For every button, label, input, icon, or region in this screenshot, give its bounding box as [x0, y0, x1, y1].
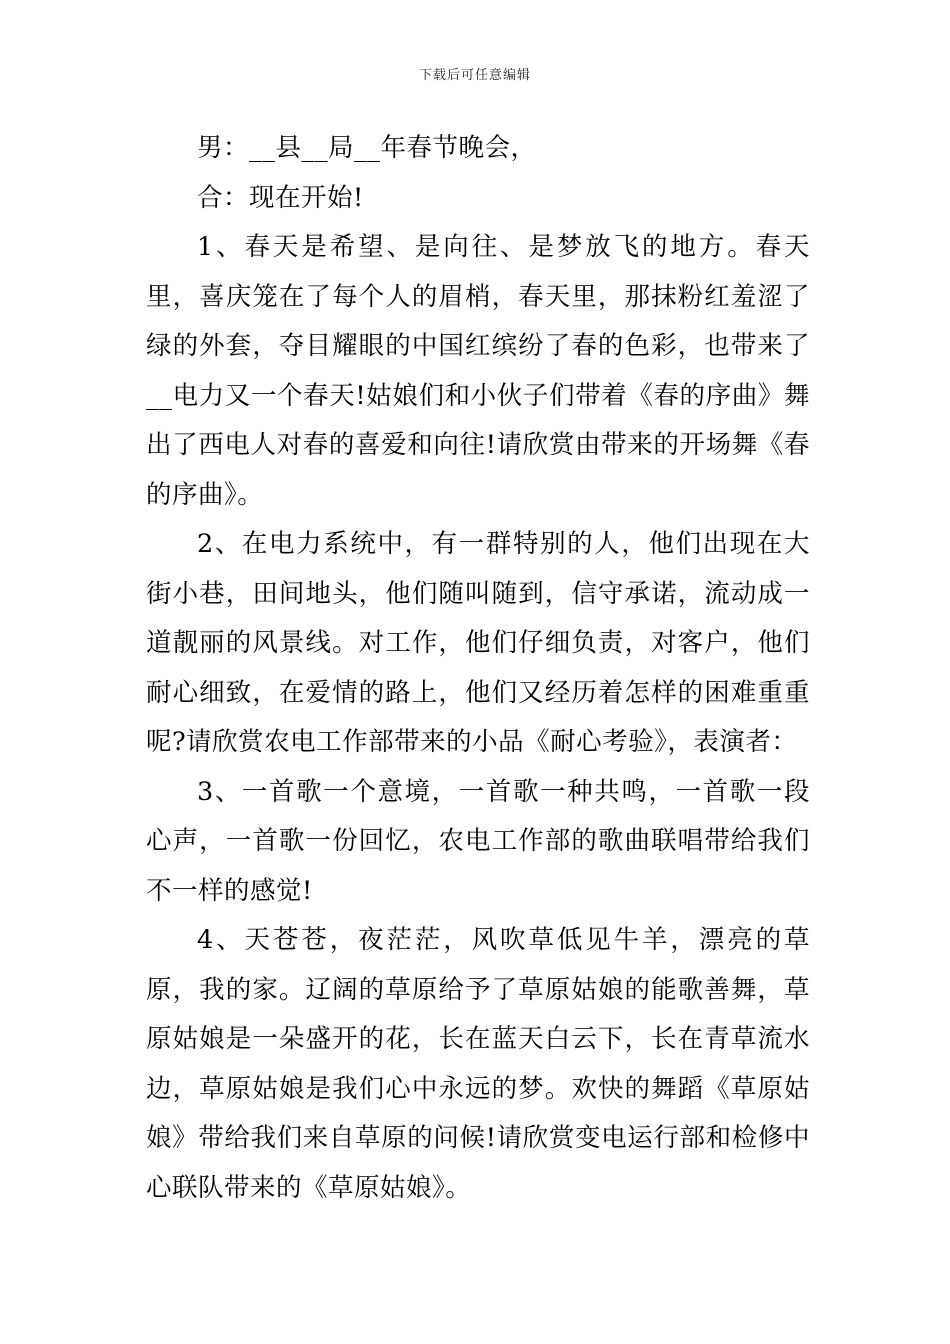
paragraph-opening-line: 合：现在开始!: [197, 182, 364, 213]
paragraph-item-4: 4、天苍苍，夜茫茫，风吹草低见牛羊，漂亮的草原，我的家。辽阔的草原给予了草原姑娘的能歌善舞，草原姑娘是一朵盛开的花，长在蓝天白云下，长在青草流水边，草原姑娘是我们心中永远的梦。欢快的舞蹈《草原姑娘》带给我们来自草原的问候!请欣赏变电运行部和检修中心联队带来的《草原姑娘》。: [146, 925, 810, 1203]
paragraph-item-1: 1、春天是希望、是向往、是梦放飞的地方。春天里，喜庆笼在了每个人的眉梢，春天里，那抹粉红羞涩了绿的外套，夺目耀眼的中国红缤纷了春的色彩，也带来了__电力又一个春天!姑娘们和小伙子们带着《春的序曲》舞出了西电人对春的喜爱和向往!请欣赏由带来的开场舞《春的序曲》。: [146, 232, 810, 510]
paragraph-item-2: 2、在电力系统中，有一群特别的人，他们出现在大街小巷，田间地头，他们随叫随到，信守承诺，流动成一道靓丽的风景线。对工作，他们仔细负责，对客户，他们耐心细致，在爱情的路上，他们又经历着怎样的困难重重呢?请欣赏农电工作部带来的小品《耐心考验》，表演者：: [146, 529, 810, 757]
paragraph-item-3: 3、一首歌一个意境，一首歌一种共鸣，一首歌一段心声，一首歌一份回忆，农电工作部的歌曲联唱带给我们不一样的感觉!: [146, 776, 810, 906]
paragraph-announcer-line: 男：__县__局__年春节晚会，: [197, 133, 537, 163]
header-note: 下载后可任意编辑: [418, 68, 531, 83]
document-body: [146, 124, 810, 1213]
